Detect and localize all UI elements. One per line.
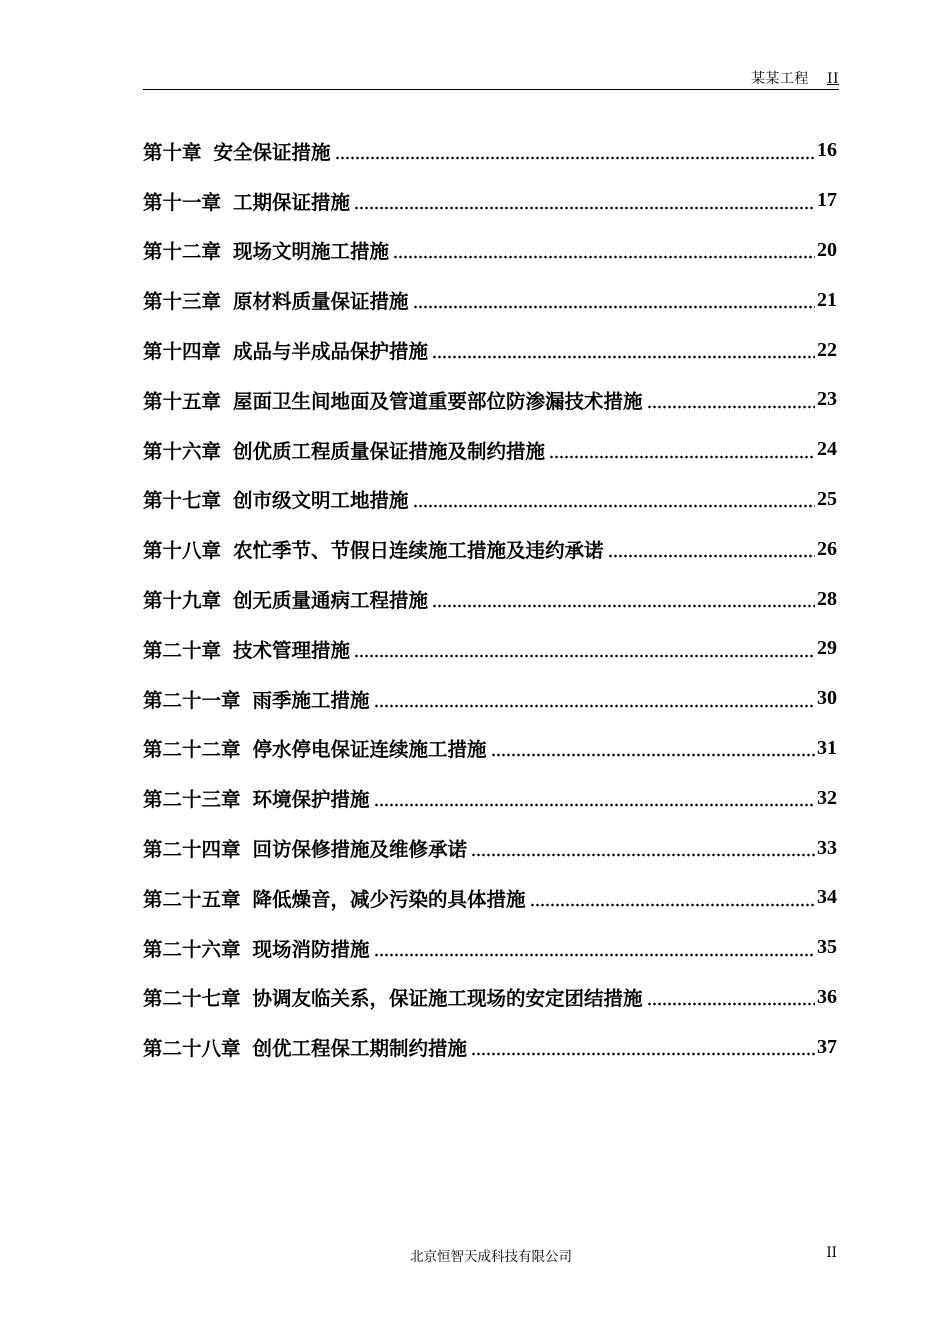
toc-chapter-title: 雨季施工措施 bbox=[252, 688, 370, 712]
toc-chapter-number: 第十三章 bbox=[143, 290, 222, 314]
toc-page-number: 25 bbox=[817, 487, 837, 510]
toc-chapter-number: 第二十五章 bbox=[143, 887, 241, 911]
toc-page-number: 28 bbox=[817, 587, 837, 610]
toc-entry[interactable] bbox=[143, 923, 837, 973]
toc-entry[interactable] bbox=[143, 624, 837, 674]
toc-chapter-number: 第二十四章 bbox=[143, 838, 241, 862]
footer-page-number: II bbox=[826, 1245, 837, 1261]
toc-page-number: 24 bbox=[817, 438, 837, 461]
toc-page-number: 30 bbox=[817, 687, 837, 710]
toc-entry[interactable] bbox=[143, 325, 837, 375]
toc-chapter-title: 技术管理措施 bbox=[233, 638, 351, 662]
toc-dot-leader bbox=[549, 455, 815, 459]
toc-dot-leader bbox=[608, 554, 815, 558]
toc-entry[interactable] bbox=[143, 773, 837, 823]
toc-chapter-title: 协调友临关系，保证施工现场的安定团结措施 bbox=[252, 987, 643, 1011]
toc-chapter-title: 创优质工程质量保证措施及制约措施 bbox=[233, 439, 546, 463]
toc-page-number: 21 bbox=[817, 288, 837, 311]
toc-entry[interactable] bbox=[143, 973, 837, 1023]
toc-chapter-title: 现场文明施工措施 bbox=[233, 240, 390, 264]
toc-chapter-title: 安全保证措施 bbox=[213, 140, 331, 164]
toc-dot-leader bbox=[413, 504, 815, 508]
toc-dot-leader bbox=[354, 206, 815, 210]
toc-chapter-title: 环境保护措施 bbox=[252, 788, 370, 812]
toc-chapter-number: 第二十章 bbox=[143, 638, 222, 662]
toc-dot-leader bbox=[530, 903, 815, 907]
footer-company: 北京恒智天成科技有限公司 bbox=[410, 1249, 572, 1265]
toc-entry[interactable] bbox=[143, 524, 837, 574]
toc-dot-leader bbox=[491, 753, 815, 757]
toc-page-number: 23 bbox=[817, 388, 837, 411]
page-footer bbox=[143, 1245, 839, 1267]
toc-chapter-number: 第二十二章 bbox=[143, 738, 241, 762]
toc-chapter-number: 第十六章 bbox=[143, 439, 222, 463]
toc-page-number: 34 bbox=[817, 886, 837, 909]
toc-chapter-title: 回访保修措施及维修承诺 bbox=[252, 838, 468, 862]
toc-page-number: 26 bbox=[817, 537, 837, 560]
toc-entry[interactable] bbox=[143, 574, 837, 624]
toc-entry[interactable] bbox=[143, 475, 837, 525]
toc-chapter-title: 成品与半成品保护措施 bbox=[233, 340, 429, 364]
toc-page-number: 32 bbox=[817, 786, 837, 809]
toc-chapter-title: 工期保证措施 bbox=[233, 190, 351, 214]
toc-chapter-number: 第十七章 bbox=[143, 489, 222, 513]
toc-dot-leader bbox=[432, 355, 815, 359]
toc-chapter-number: 第十五章 bbox=[143, 389, 222, 413]
toc-chapter-title: 创优工程保工期制约措施 bbox=[252, 1037, 468, 1061]
toc-entry[interactable] bbox=[143, 873, 837, 923]
toc-chapter-number: 第十九章 bbox=[143, 589, 222, 613]
toc-dot-leader bbox=[471, 1052, 815, 1056]
toc-chapter-title: 现场消防措施 bbox=[252, 937, 370, 961]
toc-chapter-number: 第二十一章 bbox=[143, 688, 241, 712]
toc-entry[interactable] bbox=[143, 226, 837, 276]
toc-chapter-title: 降低燥音，减少污染的具体措施 bbox=[252, 887, 526, 911]
header-rule bbox=[143, 89, 839, 90]
toc-chapter-number: 第二十六章 bbox=[143, 937, 241, 961]
toc-dot-leader bbox=[471, 853, 815, 857]
toc-page-number: 36 bbox=[817, 985, 837, 1008]
toc-page-number: 29 bbox=[817, 637, 837, 660]
toc-chapter-number: 第十八章 bbox=[143, 539, 222, 563]
toc-page-number: 31 bbox=[817, 736, 837, 759]
toc-dot-leader bbox=[647, 1002, 815, 1006]
toc-dot-leader bbox=[374, 953, 815, 957]
header-title: 某某工程 bbox=[750, 71, 809, 87]
table-of-contents bbox=[143, 126, 837, 1072]
toc-chapter-number: 第二十八章 bbox=[143, 1037, 241, 1061]
toc-entry[interactable] bbox=[143, 674, 837, 724]
toc-chapter-number: 第十四章 bbox=[143, 340, 222, 364]
toc-page-number: 35 bbox=[817, 936, 837, 959]
toc-dot-leader bbox=[374, 803, 815, 807]
toc-chapter-title: 屋面卫生间地面及管道重要部位防渗漏技术措施 bbox=[233, 389, 643, 413]
toc-chapter-title: 农忙季节、节假日连续施工措施及违约承诺 bbox=[233, 539, 604, 563]
toc-page-number: 17 bbox=[817, 189, 837, 212]
toc-chapter-number: 第十一章 bbox=[143, 190, 222, 214]
toc-entry[interactable] bbox=[143, 724, 837, 774]
toc-dot-leader bbox=[413, 305, 815, 309]
toc-entry[interactable] bbox=[143, 126, 837, 176]
toc-entry[interactable] bbox=[143, 823, 837, 873]
header-text bbox=[751, 68, 839, 88]
toc-dot-leader bbox=[335, 156, 815, 160]
toc-chapter-title: 创无质量通病工程措施 bbox=[233, 589, 429, 613]
toc-dot-leader bbox=[432, 604, 815, 608]
header-page-number: II bbox=[826, 71, 839, 87]
toc-page-number: 33 bbox=[817, 836, 837, 859]
toc-chapter-number: 第十二章 bbox=[143, 240, 222, 264]
toc-chapter-number: 第二十七章 bbox=[143, 987, 241, 1011]
toc-dot-leader bbox=[354, 654, 815, 658]
toc-entry[interactable] bbox=[143, 375, 837, 425]
toc-dot-leader bbox=[393, 255, 815, 259]
toc-dot-leader bbox=[374, 704, 815, 708]
toc-chapter-title: 创市级文明工地措施 bbox=[233, 489, 409, 513]
toc-chapter-title: 原材料质量保证措施 bbox=[233, 290, 409, 314]
toc-chapter-number: 第二十三章 bbox=[143, 788, 241, 812]
page-header bbox=[143, 64, 839, 90]
toc-page-number: 16 bbox=[817, 139, 837, 162]
toc-page-number: 20 bbox=[817, 238, 837, 261]
toc-dot-leader bbox=[647, 405, 815, 409]
toc-entry[interactable] bbox=[143, 1022, 837, 1072]
toc-page-number: 22 bbox=[817, 338, 837, 361]
toc-chapter-title: 停水停电保证连续施工措施 bbox=[252, 738, 487, 762]
toc-entry[interactable] bbox=[143, 176, 837, 226]
toc-page-number: 37 bbox=[817, 1035, 837, 1058]
toc-entry[interactable] bbox=[143, 275, 837, 325]
toc-chapter-number: 第十章 bbox=[143, 140, 202, 164]
toc-entry[interactable] bbox=[143, 425, 837, 475]
